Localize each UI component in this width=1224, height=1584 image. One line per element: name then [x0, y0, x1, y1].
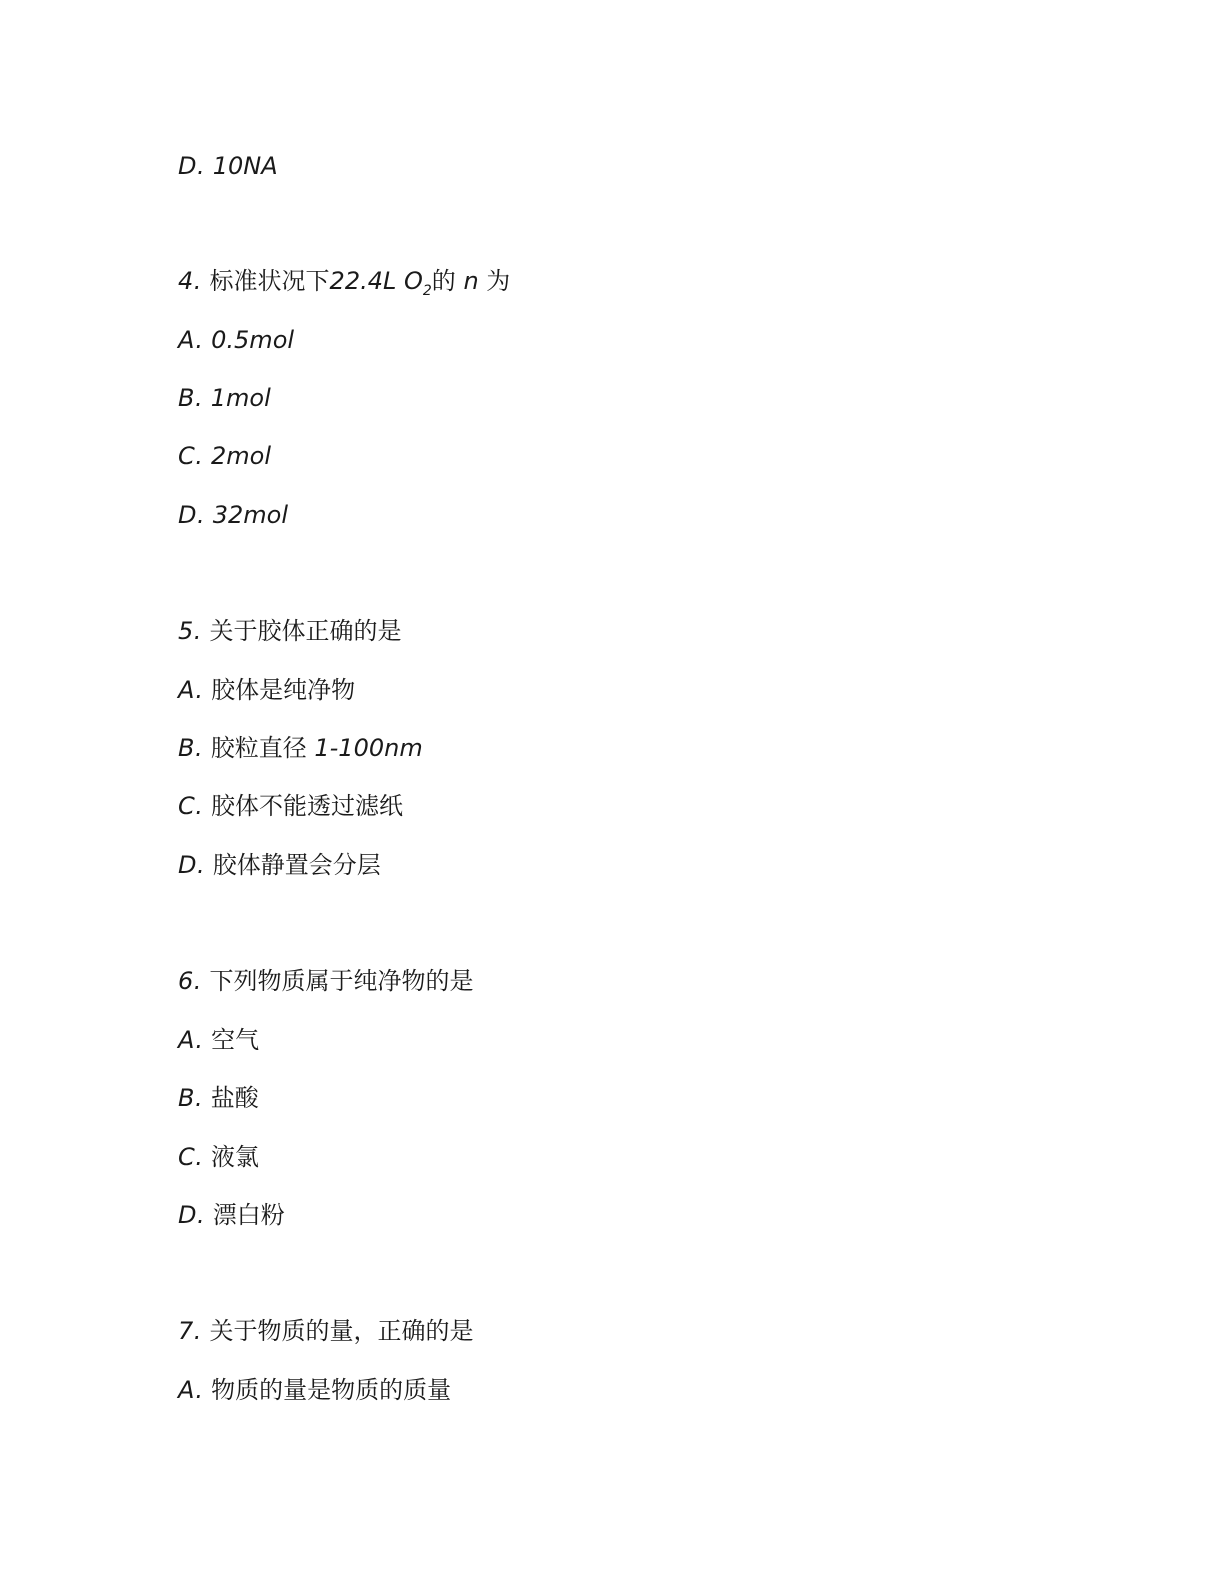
- question-text-part: 标准状况下: [209, 267, 330, 295]
- option-text: 2mol: [211, 442, 272, 470]
- option-label: D.: [178, 851, 206, 879]
- question-number: 5.: [178, 617, 202, 645]
- q7-option-a: [178, 1374, 451, 1406]
- question-number: 6.: [178, 967, 202, 995]
- option-text: 物质的量是物质的质量: [211, 1376, 452, 1404]
- option-text: 空气: [211, 1026, 260, 1054]
- question-number: 4.: [178, 267, 202, 295]
- q5-option-c: [178, 790, 403, 822]
- q6-option-b: [178, 1082, 259, 1114]
- option-label: C.: [178, 792, 204, 820]
- question-text-part: 的: [431, 267, 456, 295]
- option-text-part: 1-100nm: [314, 734, 423, 762]
- option-label: A.: [178, 326, 204, 354]
- q4-option-d: [178, 499, 288, 531]
- question-text-part: 为: [486, 267, 511, 295]
- option-label: D.: [178, 152, 206, 180]
- q6-option-d: [178, 1199, 285, 1231]
- option-label: A.: [178, 1026, 204, 1054]
- option-label: D.: [178, 501, 206, 529]
- question-text-part: n: [463, 267, 479, 295]
- subscript: 2: [422, 282, 432, 299]
- q6-option-a: [178, 1024, 259, 1056]
- question-text: 关于物质的量，正确的是: [209, 1317, 474, 1345]
- q5-option-b: [178, 732, 423, 764]
- option-text: 0.5mol: [211, 326, 295, 354]
- q3-option-d: [178, 150, 278, 182]
- q7-question: [178, 1315, 474, 1347]
- option-label: C.: [178, 442, 204, 470]
- option-text: 盐酸: [210, 1084, 259, 1112]
- q5-question: [178, 615, 402, 647]
- q4-question: [178, 265, 510, 297]
- option-label: B.: [178, 1084, 204, 1112]
- option-label: B.: [178, 384, 204, 412]
- option-label: B.: [178, 734, 204, 762]
- question-text-part: 22.4L O: [329, 267, 423, 295]
- q5-option-d: [178, 849, 381, 881]
- q6-option-c: [178, 1141, 259, 1173]
- question-text: 关于胶体正确的是: [209, 617, 402, 645]
- option-text: 10NA: [212, 152, 278, 180]
- option-text: 胶体是纯净物: [211, 676, 356, 704]
- option-label: D.: [178, 1201, 206, 1229]
- q4-option-b: [178, 382, 271, 414]
- option-text: 1mol: [210, 384, 271, 412]
- option-label: C.: [178, 1143, 204, 1171]
- q4-option-a: [178, 324, 294, 356]
- option-label: A.: [178, 676, 204, 704]
- q6-question: [178, 965, 474, 997]
- option-text: 胶体不能透过滤纸: [211, 792, 404, 820]
- question-text: 下列物质属于纯净物的是: [209, 967, 474, 995]
- question-number: 7.: [178, 1317, 202, 1345]
- option-text-part: 胶粒直径: [210, 734, 307, 762]
- option-text: 液氯: [211, 1143, 260, 1171]
- q5-option-a: [178, 674, 355, 706]
- q4-option-c: [178, 440, 271, 472]
- option-text: 漂白粉: [212, 1201, 285, 1229]
- option-text: 胶体静置会分层: [212, 851, 381, 879]
- option-label: A.: [178, 1376, 204, 1404]
- option-text: 32mol: [212, 501, 289, 529]
